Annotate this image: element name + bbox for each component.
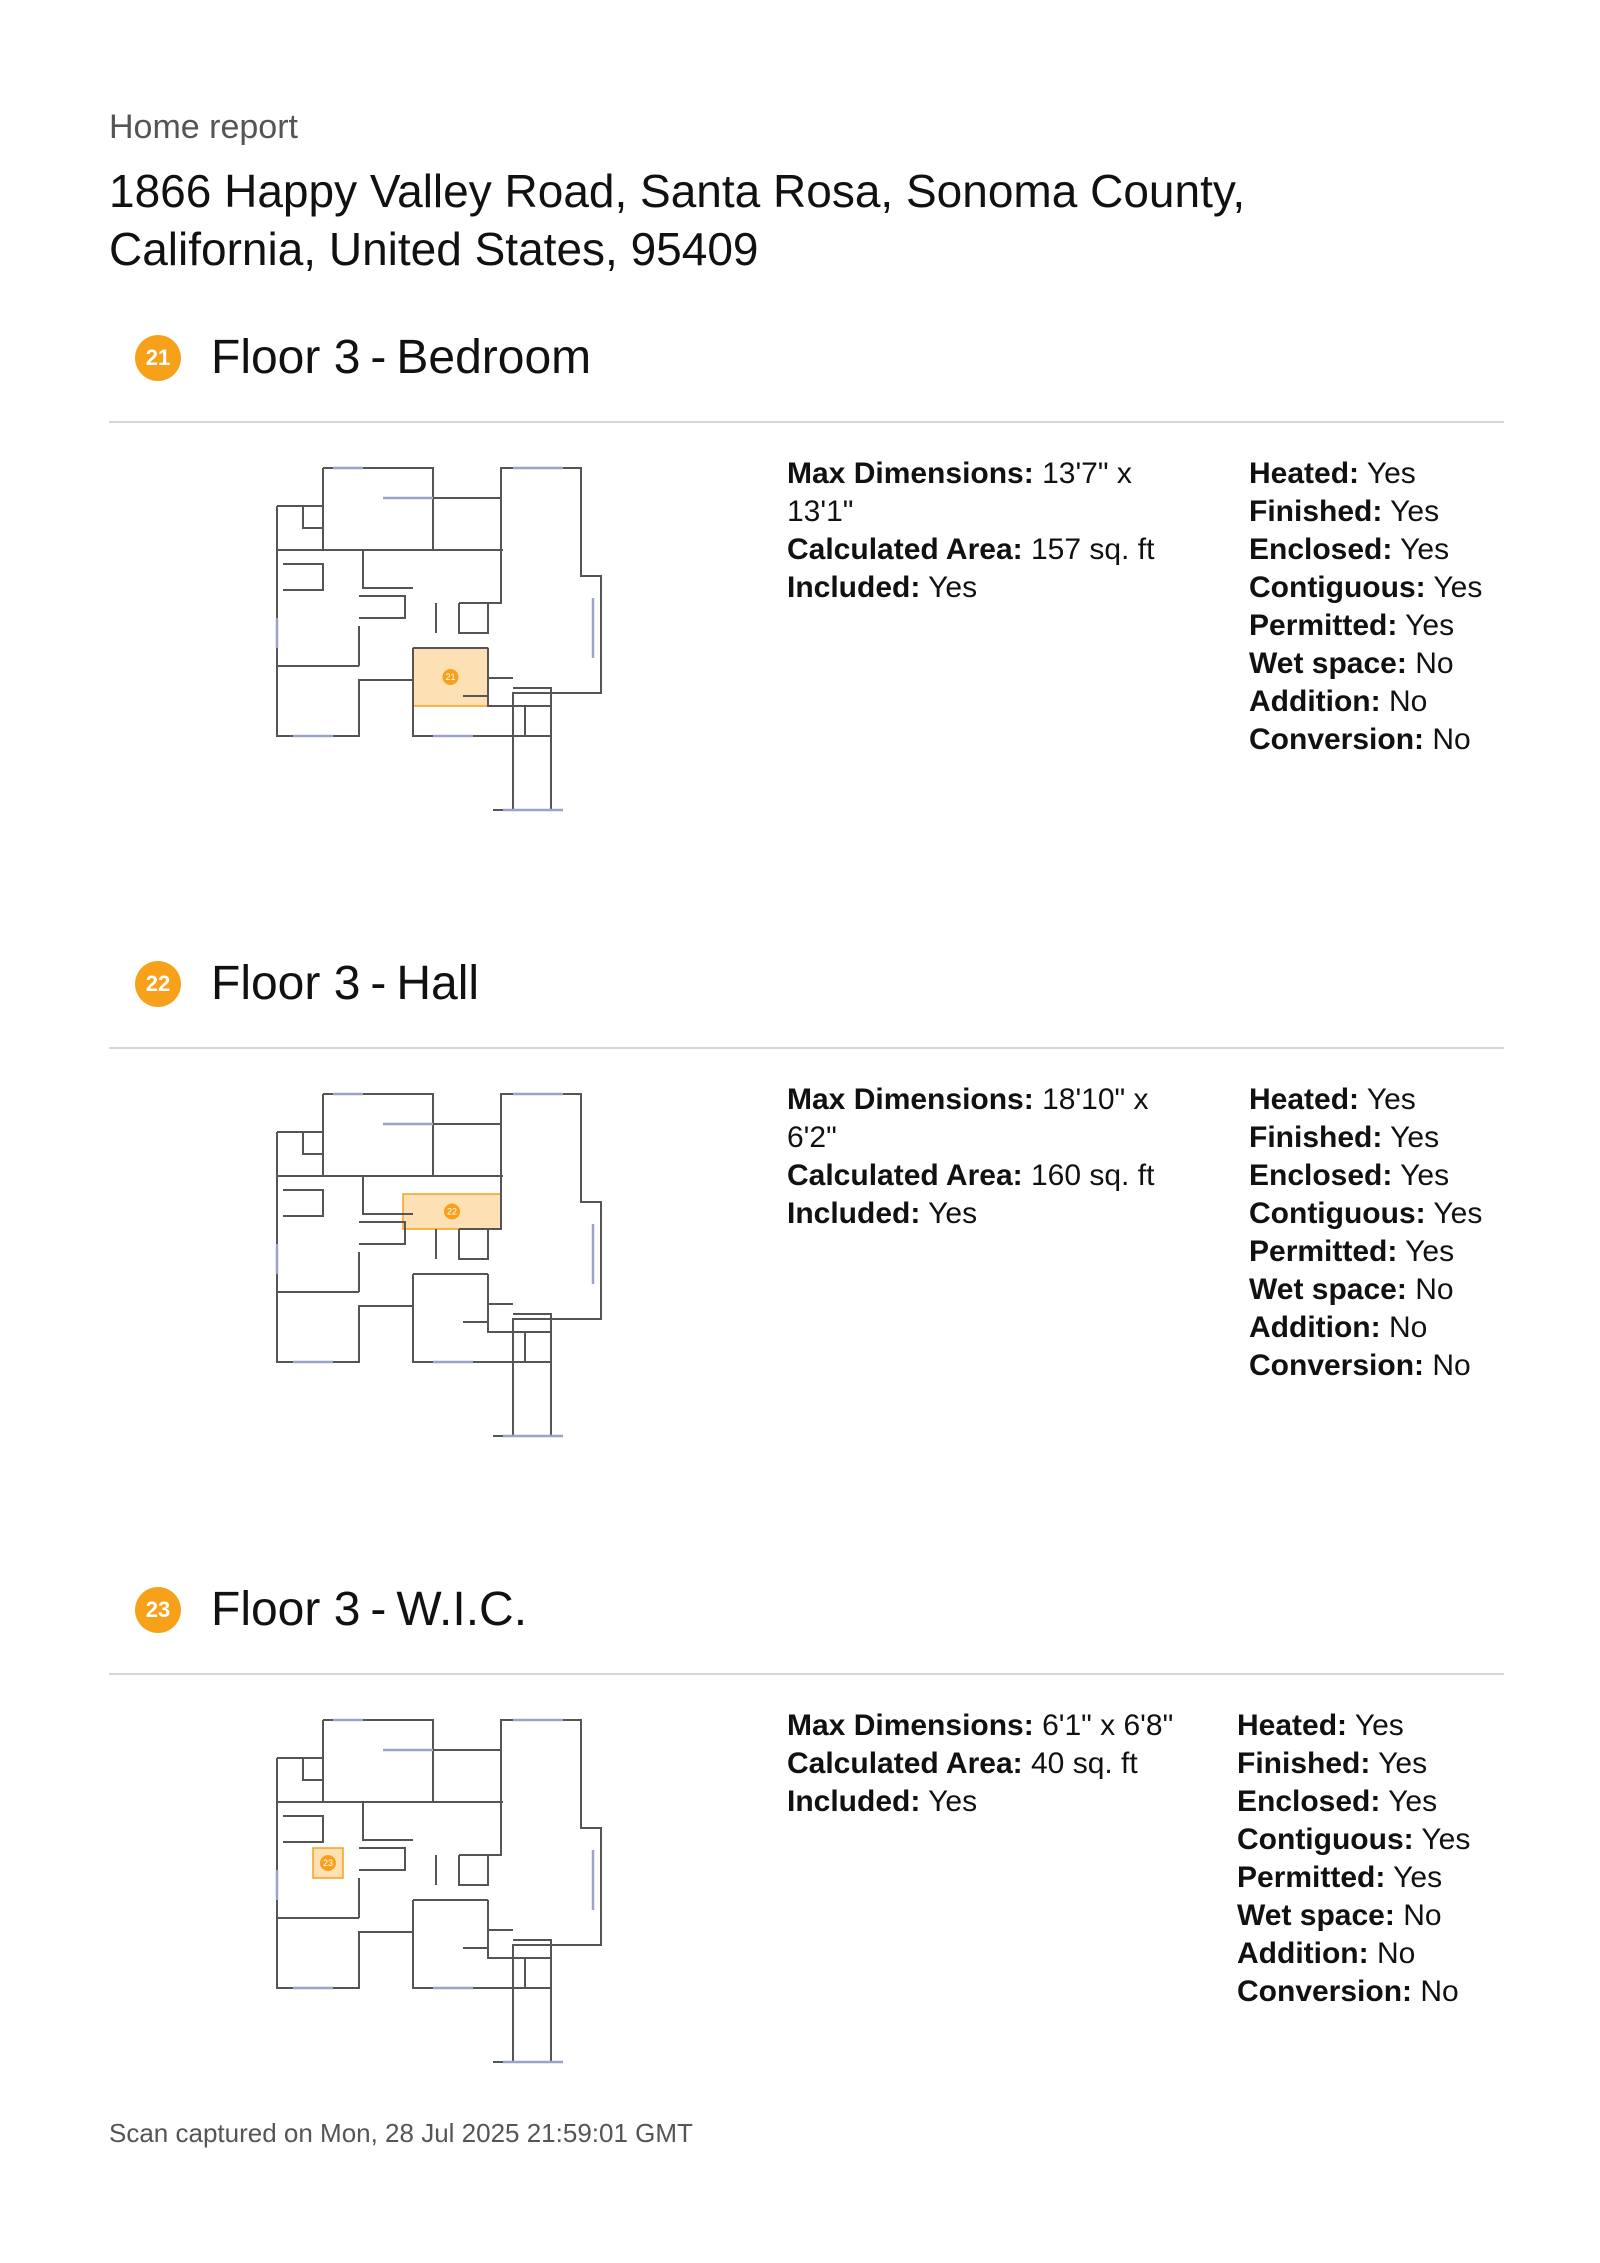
included-value: Yes	[928, 571, 978, 604]
room-measurements	[787, 455, 1197, 607]
floor-plan-svg	[243, 1084, 643, 1444]
max-dimensions-value: 6'1" x 6'8"	[1042, 1709, 1174, 1742]
room-title	[211, 955, 479, 1013]
floor-plan-wall	[283, 1816, 323, 1842]
floor-plan-wall	[303, 506, 323, 528]
floor-plan-svg	[243, 1710, 643, 2070]
attribute-row: Conversion: No	[1249, 723, 1471, 756]
floor-plan-wall	[283, 1190, 323, 1216]
room-floor: Floor 3	[211, 957, 361, 1010]
scan-timestamp: Scan captured on Mon, 28 Jul 2025 21:59:01 GMT	[109, 2118, 693, 2148]
max-dimensions-row: Max Dimensions: 6'1" x 6'8"	[787, 1709, 1174, 1742]
floor-plan-wall	[525, 1332, 551, 1362]
room-measurements	[787, 1707, 1197, 1821]
floor-plan-wall	[513, 1314, 551, 1332]
room-measurements	[787, 1081, 1197, 1233]
attribute-row: Contiguous: Yes	[1237, 1823, 1471, 1856]
attribute-row: Addition: No	[1249, 685, 1428, 718]
attribute-row: Conversion: No	[1249, 1349, 1471, 1382]
floor-plan-wall	[303, 1758, 323, 1780]
floor-plan-thumbnail	[243, 458, 643, 818]
room-floor: Floor 3	[211, 331, 361, 384]
attribute-row: Heated: Yes	[1237, 1709, 1404, 1742]
included-value: Yes	[928, 1785, 978, 1818]
floor-plan-wall	[323, 1094, 601, 1436]
included-row: Included: Yes	[787, 1785, 978, 1818]
floor-plan-wall	[525, 706, 551, 736]
floor-plan-wall	[493, 1958, 551, 2062]
max-dimensions-row: Max Dimensions: 13'7" x 13'1"	[787, 457, 1132, 528]
area-value: 157 sq. ft	[1030, 533, 1155, 566]
attribute-row: Finished: Yes	[1249, 495, 1440, 528]
floor-plan-wall	[459, 603, 488, 633]
attribute-row: Contiguous: Yes	[1249, 1197, 1483, 1230]
title-separator: -	[370, 331, 387, 384]
area-value: 160 sq. ft	[1030, 1159, 1155, 1192]
attribute-row: Enclosed: Yes	[1237, 1785, 1438, 1818]
floor-plan-wall	[525, 1958, 551, 1988]
room-section-21	[109, 325, 1504, 885]
room-name: Bedroom	[396, 331, 592, 384]
area-value: 40 sq. ft	[1030, 1747, 1138, 1780]
title-separator: -	[370, 957, 387, 1010]
floor-plan-wall	[277, 1176, 359, 1292]
attribute-row: Heated: Yes	[1249, 457, 1416, 490]
floor-plan-wall	[493, 706, 551, 810]
room-title	[211, 329, 591, 387]
floor-plan-wall	[277, 550, 359, 666]
floor-plan-wall	[513, 688, 551, 706]
room-marker-number: 23	[322, 1858, 334, 1868]
area-row: Calculated Area: 157 sq. ft	[787, 533, 1155, 566]
floor-plan-wall	[363, 1802, 413, 1840]
floor-plan-wall	[323, 1720, 601, 2062]
attribute-row: Permitted: Yes	[1249, 609, 1455, 642]
room-header	[109, 325, 1504, 423]
attribute-row: Permitted: Yes	[1249, 1235, 1455, 1268]
attribute-row: Wet space: No	[1249, 1273, 1454, 1306]
report-label: Home report	[109, 108, 298, 146]
room-name: W.I.C.	[396, 1583, 528, 1636]
title-separator: -	[370, 1583, 387, 1636]
room-header	[109, 951, 1504, 1049]
attribute-row: Conversion: No	[1237, 1975, 1459, 2008]
floor-plan-svg	[243, 458, 643, 818]
attribute-row: Finished: Yes	[1237, 1747, 1428, 1780]
floor-plan-wall	[459, 1802, 501, 1855]
floor-plan-wall	[459, 550, 501, 603]
floor-plan-wall	[459, 1229, 488, 1259]
included-row: Included: Yes	[787, 1197, 978, 1230]
attribute-row: Finished: Yes	[1249, 1121, 1440, 1154]
room-name: Hall	[396, 957, 480, 1010]
attribute-row: Heated: Yes	[1249, 1083, 1416, 1116]
room-number-badge: 23	[135, 1587, 181, 1633]
floor-plan-wall	[303, 1132, 323, 1154]
floor-plan-wall	[359, 596, 405, 618]
max-dimensions-value: 13'7" x 13'1"	[787, 457, 1132, 528]
included-value: Yes	[928, 1197, 978, 1230]
included-row: Included: Yes	[787, 571, 978, 604]
attribute-row: Wet space: No	[1237, 1899, 1442, 1932]
max-dimensions-value: 18'10" x 6'2"	[787, 1083, 1149, 1154]
room-number-badge: 22	[135, 961, 181, 1007]
floor-plan-wall	[323, 468, 601, 810]
floor-plan-wall	[359, 1222, 405, 1244]
max-dimensions-row: Max Dimensions: 18'10" x 6'2"	[787, 1083, 1149, 1154]
attribute-row: Enclosed: Yes	[1249, 533, 1450, 566]
floor-plan-wall	[363, 550, 413, 588]
room-marker-number: 21	[445, 672, 456, 682]
floor-plan-wall	[459, 1855, 488, 1885]
attribute-row: Addition: No	[1237, 1937, 1416, 1970]
room-header	[109, 1577, 1504, 1675]
attribute-row: Addition: No	[1249, 1311, 1428, 1344]
room-number-badge: 21	[135, 335, 181, 381]
floor-plan-wall	[359, 1848, 405, 1870]
area-row: Calculated Area: 160 sq. ft	[787, 1159, 1155, 1192]
room-attributes	[1249, 455, 1499, 759]
room-section-23	[109, 1577, 1504, 2137]
floor-plan-wall	[493, 1332, 551, 1436]
attribute-row: Permitted: Yes	[1237, 1861, 1443, 1894]
room-marker-number: 22	[446, 1206, 458, 1217]
room-attributes	[1249, 1081, 1499, 1385]
floor-plan-wall	[283, 564, 323, 590]
attribute-row: Wet space: No	[1249, 647, 1454, 680]
room-section-22	[109, 951, 1504, 1511]
room-attributes	[1237, 1707, 1507, 2011]
room-floor: Floor 3	[211, 1583, 361, 1636]
floor-plan-wall	[513, 1940, 551, 1958]
floor-plan-thumbnail	[243, 1084, 643, 1444]
attribute-row: Contiguous: Yes	[1249, 571, 1483, 604]
floor-plan-thumbnail	[243, 1710, 643, 2070]
room-title	[211, 1581, 527, 1639]
attribute-row: Enclosed: Yes	[1249, 1159, 1450, 1192]
area-row: Calculated Area: 40 sq. ft	[787, 1747, 1138, 1780]
property-address: 1866 Happy Valley Road, Santa Rosa, Sonoma County, California, United States, 95409	[109, 165, 1246, 275]
